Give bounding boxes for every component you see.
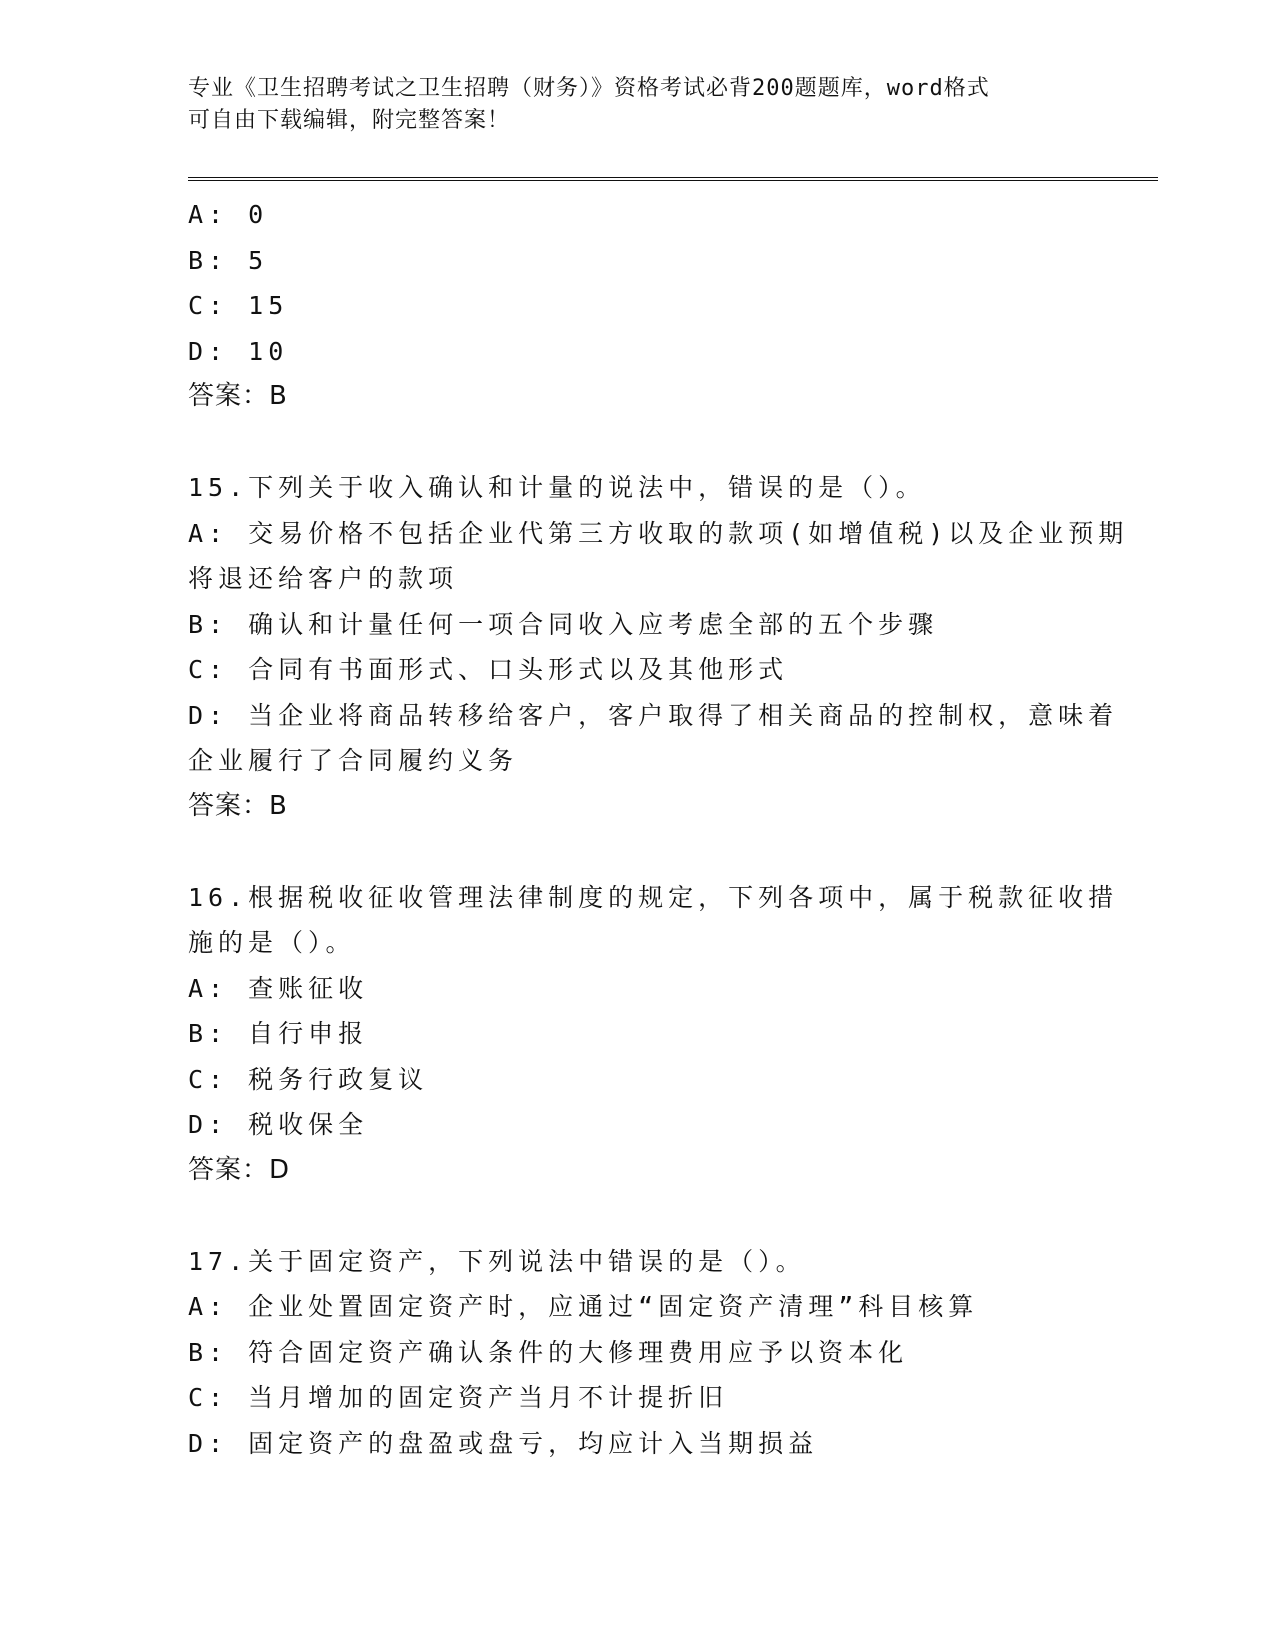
question-spacer	[188, 829, 1088, 875]
document-header	[188, 73, 1088, 137]
header-title-line-2: 可自由下载编辑，附完整答案！	[188, 108, 511, 133]
option-a: A: 查账征收	[188, 973, 369, 1003]
question-text: 15.下列关于收入确认和计量的说法中，错误的是（）。	[188, 473, 926, 502]
option-a-continued: 将退还给客户的款项	[188, 564, 459, 593]
option-b: B: 自行申报	[188, 1019, 369, 1048]
option-d: D: 当企业将商品转移给客户，客户取得了相关商品的控制权，意味着	[188, 700, 1119, 730]
option-c: C: 税务行政复议	[188, 1064, 429, 1094]
option-b: B: 确认和计量任何一项合同收入应考虑全部的五个步骤	[188, 609, 939, 639]
option-a: A: 0	[188, 200, 269, 229]
question-14	[188, 192, 1088, 420]
header-title-line-1: 专业《卫生招聘考试之卫生招聘（财务）》资格考试必背200题题库，word格式	[188, 76, 990, 101]
question-spacer	[188, 1193, 1088, 1239]
answer-line: 答案：B	[188, 381, 288, 411]
question-16	[188, 875, 1119, 1194]
answer-line: 答案：B	[188, 790, 288, 821]
question-spacer	[188, 420, 1088, 466]
question-text: 17.关于固定资产，下列说法中错误的是（）。	[188, 1246, 806, 1276]
option-a: A: 交易价格不包括企业代第三方收取的款项(如增值税)以及企业预期	[188, 518, 1129, 548]
option-c: C: 合同有书面形式、口头形式以及其他形式	[188, 655, 789, 684]
answer-line: 答案：D	[188, 1154, 291, 1185]
option-b: B: 符合固定资产确认条件的大修理费用应予以资本化	[188, 1337, 909, 1367]
question-text-continued: 施的是（）。	[188, 928, 356, 957]
header-divider	[188, 177, 1158, 181]
question-15	[188, 465, 1129, 829]
option-b: B: 5	[188, 245, 269, 275]
option-d: D: 10	[188, 336, 289, 366]
option-d-continued: 企业履行了合同履约义务	[188, 746, 519, 775]
option-c: C: 当月增加的固定资产当月不计提折旧	[188, 1383, 729, 1412]
option-c: C: 15	[188, 291, 289, 320]
option-d: D: 税收保全	[188, 1110, 369, 1139]
option-a: A: 企业处置固定资产时，应通过“固定资产清理”科目核算	[188, 1292, 979, 1321]
question-list	[188, 192, 1129, 1466]
question-17	[188, 1239, 1088, 1467]
question-text: 16.根据税收征收管理法律制度的规定，下列各项中，属于税款征收措	[188, 882, 1119, 912]
option-d: D: 固定资产的盘盈或盘亏，均应计入当期损益	[188, 1428, 819, 1458]
